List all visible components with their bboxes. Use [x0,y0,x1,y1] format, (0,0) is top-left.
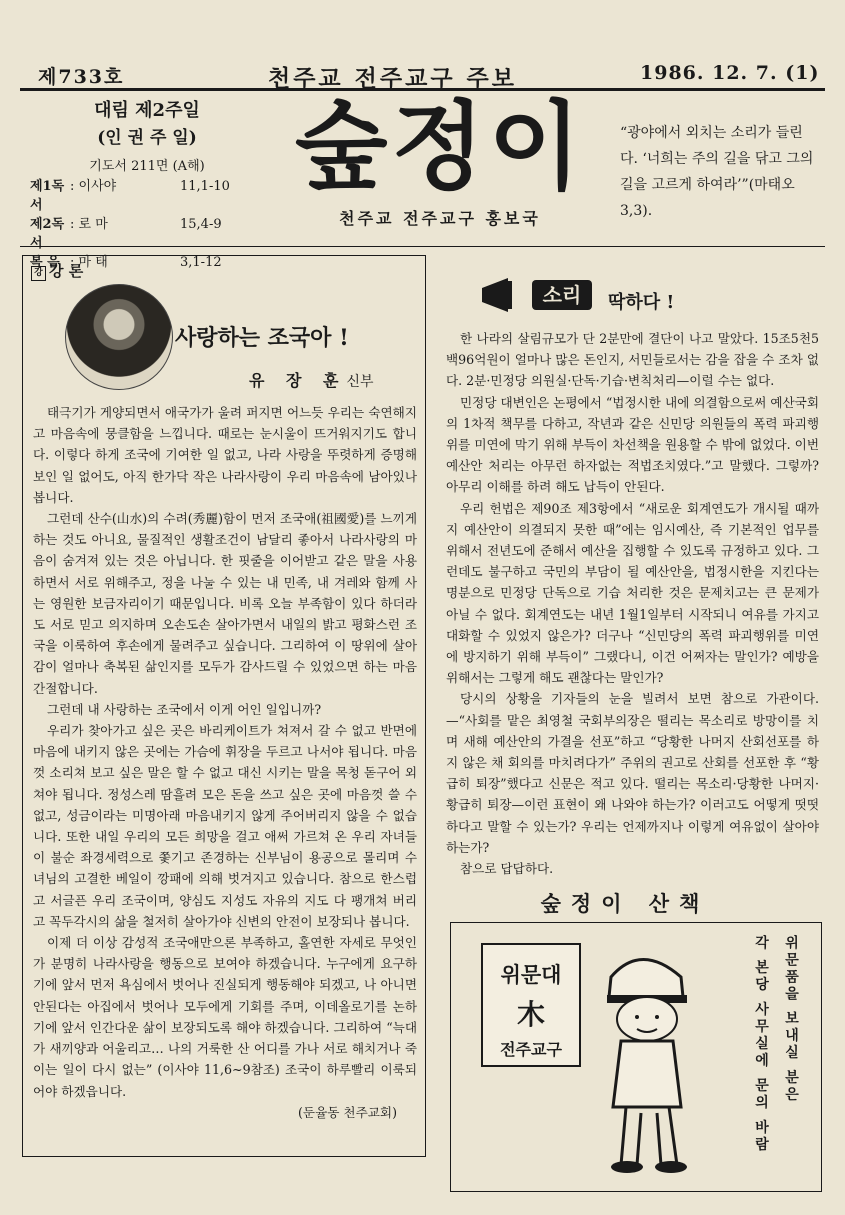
section-heading [31,260,83,281]
paragraph: 그런데 내 사랑하는 조국에서 이게 어인 일입니까? [47,701,322,717]
paragraph: 당시의 상황을 기자들의 눈을 빌려서 보면 참으로 가관이다. —“사회를 맡은 최영철 국회부의장은 떨리는 목소리로 방망이를 치며 새해 예산안의 가결을 선포”하고 “당황한 나머지 산회선포를 하지 않은 채 회의를 마치려다가” 주위의 권고로 산회를 선포한 후 “황급히 퇴장”했다고 신문은 적고 있다. 떨리는 목소리·당황한 나머지·황급히 퇴장—이런 표현이 왜 나와야 하는가? 이러고도 어떻게 떳떳하다고 말할 수 있는가? 우리는 언제까지나 이렇게 여유없이 살아야 하는가? [446,691,819,855]
paragraph: 한 나라의 살림규모가 단 2분만에 결단이 나고 말았다. 15조5천5백96억원이 얼마나 많은 돈인지, 서민들로서는 감을 잡을 수 조차 없다. 2분·민정당 의원실·단독·기습·변칙처리—이럴 수는 없다. [446,331,819,389]
sori-body [440,328,825,879]
publisher-title: 천주교 전주교구 주보 [268,65,517,92]
walk-title: 숲정이 산책 [540,891,710,916]
logo-title: 숲정이 [294,91,586,203]
prayer-book-ref: 기도서 211면 (A해) [89,159,205,174]
header-rule [20,246,825,247]
cartoon-box [450,922,822,1192]
reading-row [22,177,272,215]
issue-date: 1986. 12. 7. (1) [640,62,820,84]
square-box-icon: 강 [31,266,46,281]
paragraph: 이제 더 이상 감성적 조국애만으론 부족하고, 홀연한 자세로 무엇인가 분명히 나라사랑을 행동으로 보여야 하겠습니다. 누구에게 요구하기에 앞서 먼저 욕심에서 벗어나 진실되게 행동해야 되겠고, 나 아니면 안된다는 아집에서 벗어나 모두에게 기회를 주며, 이데올로기를 논하기에 앞서 인간다운 삶이 보장되도록 해야 하겠습니다. 그리하여 “늑대가 새끼양과 어울리고… 나의 거룩한 산 어디를 가나 서로 해치거나 죽이는 일이 다시 없는” (이사야 11,6~9참조) 조국이 하루빨리 이룩되어야 하겠읍니다. [33,935,417,1099]
article-body [33,402,417,1123]
section-label: 강 론 [49,262,84,280]
paragraph: 태극기가 게양되면서 애국가가 울려 퍼지면 어느듯 우리는 숙연해지고 마음속에 뭉클함을 느낍니다. 때로는 눈시울이 뜨거워지기도 합니다. 이렇다 하게 조국에 기여한 일 없고, 나라 사랑을 뚜렷하게 증명해 보인 일 없어도, 아직 한가닥 작은 나라사랑이 우리 마음속에 남아있나 봅니다. [33,405,417,505]
author-role: 신부 [346,374,374,390]
helmet-figure-icon [571,937,711,1177]
scripture-quote: “광야에서 외치는 소리가 들린다. ‘너희는 주의 길을 닦고 그의 길을 고르게 하여라’”(마태오 3,3). [620,125,814,219]
paragraph: 우리 헌법은 제90조 제3항에서 “새로운 회계연도가 개시될 때까지 예산안이 의결되지 못한 때”에는 임시예산, 즉 기본적인 업무를 위해서 전년도에 준해서 예산을 집행할 수 있도록 규정하고 있다. 그런데도 불구하고 국민의 부담이 될 예산안을, 법정시한을 지킨다는 명분으로 민정당 단독으로 기습 처리한 것은 문제치고는 큰 문제가 아닐 수 없다. 회계연도는 내년 1월1일부터 시작되니 여유를 가지고 대화할 수 있었지 않은가? 더구나 “신민당의 폭력 파괴행위를 미연에 방지하기 위해 부득이” 그랬다니, 이건 어쩌자는 말인가? 예방을 위해서는 그렇게 해도 괜찮다는 말인가? [446,500,819,686]
reading-ref: 3,1-12 [180,255,222,270]
paragraph: 참으로 답답하다. [460,861,554,877]
sori-column [440,258,825,879]
sign-emblem: 木 [516,998,545,1031]
relief-sign [481,943,581,1067]
reading-label: 제1독서 [30,179,65,213]
sunday-title: 대림 제2주일 [94,100,200,121]
caption-line: 각 본당 사무실에 문의 바람 [753,935,769,1154]
paragraph: 우리가 찾아가고 싶은 곳은 바리케이트가 쳐져서 갈 수 없고 반면에 마음에 내키지 않은 곳에는 가슴에 휘장을 두르고 나서야 됩니다. 마음껏 소리쳐 보고 싶은 말은 할 수 없고 대신 시키는 말을 목청 돋구어 외쳐야 됩니다. 정성스레 땀흘려 모은 돈을 쓰고 싶은 곳에 마음껏 쓸 수 없고, 성금이라는 미명아래 마음내키지 않게 주어버리지 않을 수 없습니다. 또한 내일 우리의 모든 희망을 걸고 애써 가르쳐 온 우리 자녀들이 불순 좌경세력으로 쫓기고 존경하는 신부님이 용공으로 몰리며 수녀님의 고결한 베일이 깡패에 의해 벗겨지고 있습니다. 참으로 한스럽고 서글픈 우리 조국이며, 양심도 지성도 자유의 지도 다 팽개쳐 버리고 꼭두각시의 삶을 철저히 살아가야 신변의 안전이 보장되나 봅니다. [33,723,417,929]
article-title: 사랑하는 조국아 ! [175,325,349,351]
reading-row [22,215,272,253]
sori-header [440,258,825,328]
issue-number: 제733호 [38,66,125,88]
caption-line: 위문품을 보내실 분은 [783,935,799,1104]
liturgy-box [22,92,272,270]
paragraph: 그런데 산수(山水)의 수려(秀麗)함이 먼저 조국애(祖國愛)를 느끼게 하는 것도 아니요, 물질적인 생활조건이 남달리 좋아서 나라사랑의 마음이 숨겨져 있는 것은 아닙니다. 한 핏줄을 이어받고 같은 말을 사용하면서 서로 위해주고, 정을 나눌 수 있는 내 민족, 내 겨레와 함께 사는 영원한 보금자리이기 때문입니다. 비록 오늘 부족함이 있다 하더라도 서로 믿고 의지하며 오손도손 살아가면서 내일의 밝고 평화스런 조국을 이룩하여 후손에게 물려주고 싶습니다. 그리하여 이 땅위에 살아감이 얼마나 축복된 삶인지를 모두가 감사드릴 수 있었으면 하는 마음 간절합니다. [33,511,417,696]
sori-headline: 딱하다 ! [608,292,675,313]
newspaper-logo [290,92,590,242]
sign-line2: 전주교구 [500,1040,562,1059]
article-byline [249,368,374,391]
sign-line1: 위문대 [500,963,562,987]
reading-label: 제2독서 [30,217,65,251]
logo-subtitle: 천주교 전주교구 홍보국 [339,209,541,228]
sori-label: 소리 [532,280,592,310]
reading-ref: 11,1-10 [180,179,230,194]
editorial-column [22,255,426,1157]
author-portrait [65,284,173,390]
reading-label: 복 음 [30,255,60,270]
author-name: 유 장 훈 [249,371,347,390]
article-source: (둔율동 천주교회) [298,1104,397,1120]
reading-book: : 마 태 [70,255,108,270]
paragraph: 민정당 대변인은 논평에서 “법정시한 내에 의결함으로써 예산국회의 1차적 책무를 다하고, 작년과 같은 신민당 의원들의 폭력 파괴행위를 미연에 막기 위해 부득이 차선책을 원용할 수 밖에 없었다. 이번 예산안 처리는 아무런 하자없는 적법조치였다.”고 말했다. 그렇까? 아무리 이해를 하려 해도 납득이 안된다. [446,394,819,495]
sori-section [440,258,825,879]
reading-ref: 15,4-9 [180,217,222,232]
reading-book: : 로 마 [70,217,108,232]
sunday-theme: (인 권 주 일) [97,128,197,148]
reading-book: : 이사야 [70,179,117,194]
